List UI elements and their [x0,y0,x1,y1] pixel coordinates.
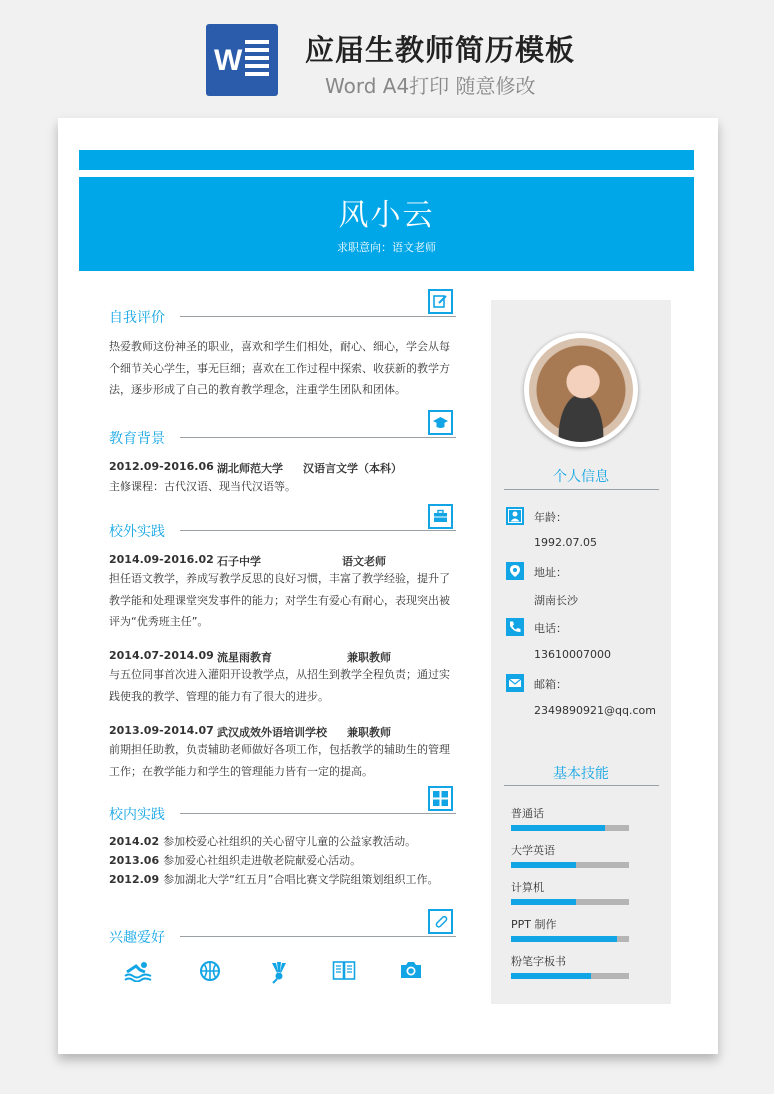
skill-bar [511,899,629,905]
skill-bar-fill [511,973,591,979]
skill-bar-fill [511,825,605,831]
graduation-cap-icon [428,410,453,435]
skills-title: 基本技能 [553,766,609,782]
info-label-phone: 电话： [534,622,567,635]
skill-name: 计算机 [511,881,544,894]
skill-name: PPT 制作 [511,918,557,931]
campus-list [109,832,439,889]
swimming-icon [123,960,153,986]
section-title-education: 教育背景 [109,431,165,447]
education-courses: 主修课程：古代汉语、现当代汉语等。 [109,480,296,493]
list-item: 2012.09 参加湖北大学“红五月”合唱比赛文学院组策划组织工作。 [109,873,439,886]
template-banner [0,0,774,112]
resume-header [79,177,694,271]
education-school: 湖北师范大学 [217,462,283,475]
section-title-campus: 校内实践 [109,807,165,823]
skill-name: 大学英语 [511,844,555,857]
external-item-text: 担任语文教学，养成写教学反思的良好习惯，丰富了教学经验，提升了 教学能和处理课堂突发事件的能力；对学生有爱心有耐心，表现突出被 评为“优秀班主任”。 [109,572,450,628]
section-divider [180,813,456,814]
info-label-age: 年龄： [534,511,567,524]
avatar [524,333,638,447]
education-major: 汉语言文学（本科） [303,462,402,475]
info-value-age: 1992.07.05 [534,536,597,549]
mail-icon [506,674,524,692]
info-label-address: 地址： [534,566,567,579]
location-icon [506,562,524,580]
resume-page: 风小云 求职意向：语文老师 自我评价 热爱教师这份神圣的职业，喜欢和学生们相处，耐心、细心，学会从每 个细节关心学生，事无巨细；喜欢在工作过程中探索、收获新的教学方 法，逐步形成了自己的教育教学理念，注重学生团队和团体。 教育背景 2012.09-2016.06 湖北师范大学 汉语言文学（本科） 主修课程：古代汉语、现当代汉语等。 校外实践 2014.09-2016.02 石子中学 语文老师 担任语文教学，养成写教学反思的良好习惯，丰富了教学经验，提升了 教学能和处理课堂突发事件的能力；对学生有爱心有耐心，表现突出被 评为“优秀班主任”。 2014.07-2014.09 流星雨教育 兼职教师 与五位同事首次进入灌阳开设教学点，从招生到教学全程负责；通过实 践使我的教学、管理的能力有了很大的进步。 2013.09-2014.07 武汉成效外语培训学校 兼职教师 前期担任助教，负责辅助老师做好各项工作，包括教学的辅助生的管理 工作；在教学能力和学生的管理能力皆有一定的提高。 校内实践 2014.02 参加校爱心社组织的关心留守儿童的公益家教活动。 2013.06 参加爱心社组织走进敬老院献爱心活动。 2012.09 参加湖北大学“红五月”合唱比赛文学院组策划组织工作。 兴趣爱好 个人信息 年龄： 1992.07.05 地址： 湖南长沙 电话： 13610007000 邮箱： 2349890921@qq.com 基本技能 普通话 大学英语 计算机 PPT 制作 粉笔字板书 [58,118,718,1054]
camera-icon [399,960,429,986]
banner-subtitle: Word A4打印 随意修改 [325,74,536,98]
book-icon [332,960,362,986]
skill-bar [511,973,629,979]
external-item-text: 前期担任助教，负责辅助老师做好各项工作，包括教学的辅助生的管理 工作；在教学能力和学生的管理能力皆有一定的提高。 [109,743,450,778]
skill-name: 粉笔字板书 [511,955,566,968]
info-value-phone: 13610007000 [534,648,611,661]
section-divider [180,316,456,317]
candidate-name: 风小云 [338,198,435,233]
section-divider [504,489,659,490]
skill-name: 普通话 [511,807,544,820]
section-divider [180,437,456,438]
phone-icon [506,618,524,636]
list-item: 2014.02 参加校爱心社组织的关心留守儿童的公益家教活动。 [109,835,417,848]
section-divider [504,785,659,786]
sidebar [491,300,671,1004]
section-title-hobbies: 兴趣爱好 [109,930,165,946]
info-label-email: 邮箱： [534,678,567,691]
header-top-bar [79,150,694,170]
basketball-icon [199,960,229,986]
skill-bar-fill [511,899,576,905]
skill-bar [511,825,629,831]
section-divider [180,530,456,531]
skill-bar-fill [511,862,576,868]
personal-info-title: 个人信息 [553,469,609,485]
person-icon [506,507,524,525]
briefcase-icon [428,504,453,529]
education-period: 2012.09-2016.06 [109,460,214,473]
badminton-icon [268,960,298,986]
word-logo-letter: W [214,44,243,77]
word-logo-icon [206,24,278,96]
info-value-email: 2349890921@qq.com [534,704,656,717]
skill-bar [511,862,629,868]
paperclip-icon [428,909,453,934]
list-item: 2013.06 参加爱心社组织走进敬老院献爱心活动。 [109,854,362,867]
section-title-self-eval: 自我评价 [109,310,165,326]
section-divider [180,936,456,937]
grid-icon [428,786,453,811]
edit-icon [428,289,453,314]
skill-bar-fill [511,936,617,942]
section-title-external: 校外实践 [109,524,165,540]
info-value-address: 湖南长沙 [534,594,578,607]
self-eval-text: 热爱教师这份神圣的职业，喜欢和学生们相处，耐心、细心，学会从每 个细节关心学生，事无巨细；喜欢在工作过程中探索、收获新的教学方 法，逐步形成了自己的教育教学理念，注重学生团队和团体。 [109,340,450,396]
banner-title: 应届生教师简历模板 [305,33,576,67]
skill-bar [511,936,629,942]
job-intent: 求职意向：语文老师 [337,241,436,254]
external-item-text: 与五位同事首次进入灌阳开设教学点，从招生到教学全程负责；通过实 践使我的教学、管理的能力有了很大的进步。 [109,668,450,703]
